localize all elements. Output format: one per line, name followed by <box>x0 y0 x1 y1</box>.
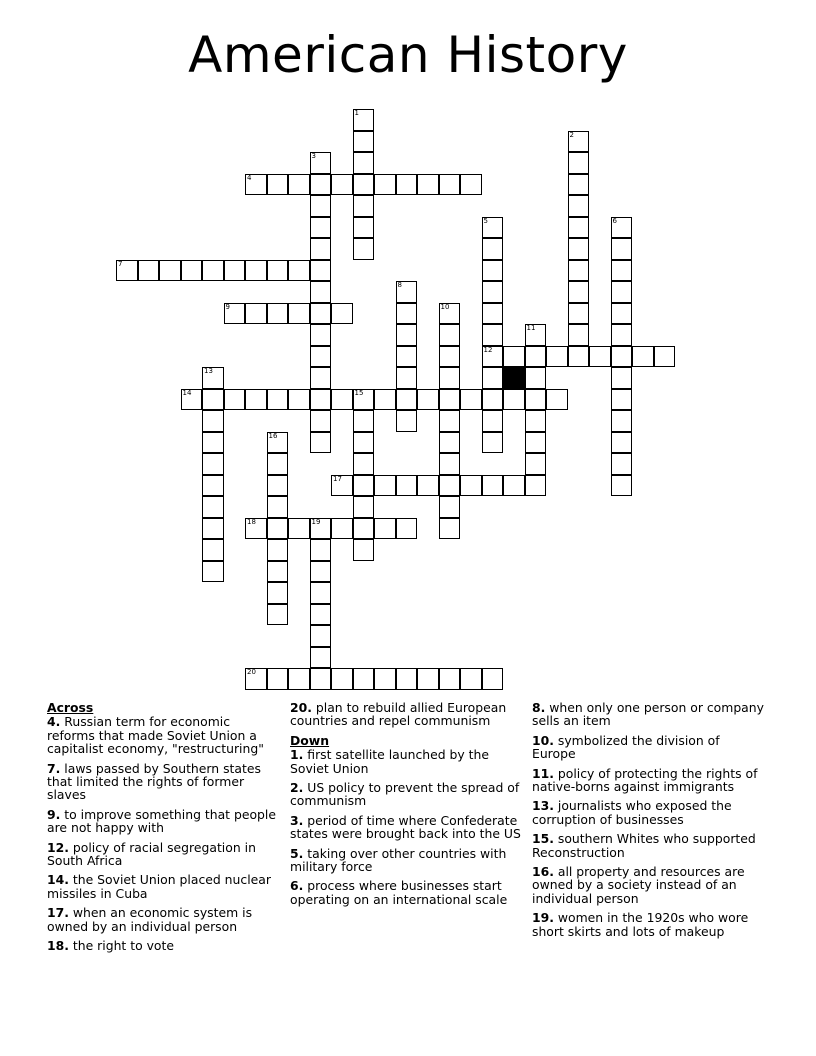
grid-cell[interactable] <box>267 496 289 518</box>
grid-cell[interactable] <box>611 346 633 368</box>
grid-cell[interactable] <box>611 389 633 411</box>
cell-number: 14 <box>182 388 192 397</box>
grid-cell[interactable] <box>482 217 504 239</box>
clue-number: 14. <box>47 872 69 888</box>
across-heading: Across <box>47 700 94 715</box>
grid-cell[interactable] <box>310 152 332 174</box>
grid-cell[interactable] <box>353 152 375 174</box>
grid-cell[interactable] <box>159 260 181 282</box>
grid-cell[interactable] <box>202 539 224 561</box>
grid-cell[interactable] <box>439 174 461 196</box>
grid-cell[interactable] <box>353 131 375 153</box>
down-clue <box>532 767 766 794</box>
grid-cell[interactable] <box>396 303 418 325</box>
down-clue <box>290 781 522 808</box>
across-clue <box>290 701 522 728</box>
clue-text: when an economic system is owned by an individual person <box>47 905 253 934</box>
grid-cell[interactable] <box>568 303 590 325</box>
grid-cell[interactable] <box>396 410 418 432</box>
grid-cell[interactable] <box>267 432 289 454</box>
cell-number: 16 <box>268 431 278 440</box>
clue-number: 6. <box>290 878 304 894</box>
grid-cell[interactable] <box>396 174 418 196</box>
grid-cell[interactable] <box>546 346 568 368</box>
grid-cell[interactable] <box>353 195 375 217</box>
grid-cell[interactable] <box>568 260 590 282</box>
grid-cell[interactable] <box>310 367 332 389</box>
grid-cell[interactable] <box>525 475 547 497</box>
grid-cell[interactable] <box>654 346 676 368</box>
cell-number: 9 <box>225 302 230 311</box>
clue-number: 19. <box>532 910 554 926</box>
grid-cell[interactable] <box>202 410 224 432</box>
grid-cell[interactable] <box>353 539 375 561</box>
grid-cell[interactable] <box>331 518 353 540</box>
grid-cell[interactable] <box>611 303 633 325</box>
grid-cell[interactable] <box>288 389 310 411</box>
grid-cell[interactable] <box>310 561 332 583</box>
grid-cell[interactable] <box>525 346 547 368</box>
down-clue <box>532 799 766 826</box>
clue-number: 16. <box>532 864 554 880</box>
grid-cell[interactable] <box>267 475 289 497</box>
grid-cell[interactable] <box>568 324 590 346</box>
down-clue <box>290 879 522 906</box>
grid-cell[interactable] <box>353 389 375 411</box>
across-clue <box>47 762 279 802</box>
grid-cell[interactable] <box>288 174 310 196</box>
across-clue <box>47 906 279 933</box>
down-clue <box>290 748 522 775</box>
grid-cell[interactable] <box>396 475 418 497</box>
grid-cell[interactable] <box>568 281 590 303</box>
clue-column-2 <box>290 701 522 912</box>
grid-cell[interactable] <box>310 195 332 217</box>
grid-cell[interactable] <box>503 475 525 497</box>
grid-cell[interactable] <box>310 625 332 647</box>
across-clue <box>47 841 279 868</box>
grid-cell[interactable] <box>611 260 633 282</box>
grid-cell[interactable] <box>267 453 289 475</box>
grid-cell[interactable] <box>245 518 267 540</box>
grid-cell[interactable] <box>181 260 203 282</box>
cell-number: 6 <box>612 216 617 225</box>
grid-cell[interactable] <box>439 453 461 475</box>
clue-text: all property and resources are owned by a society instead of an individual person <box>532 864 745 906</box>
grid-cell[interactable] <box>353 109 375 131</box>
across-clue <box>47 873 279 900</box>
grid-cell[interactable] <box>181 389 203 411</box>
grid-cell[interactable] <box>439 367 461 389</box>
cell-number: 17 <box>333 474 342 483</box>
grid-cell[interactable] <box>267 604 289 626</box>
grid-cell[interactable] <box>611 410 633 432</box>
down-clue <box>532 911 766 938</box>
grid-cell[interactable] <box>396 281 418 303</box>
grid-cell[interactable] <box>525 389 547 411</box>
down-clue <box>532 832 766 859</box>
grid-cell[interactable] <box>482 281 504 303</box>
grid-cell[interactable] <box>396 346 418 368</box>
grid-cell[interactable] <box>331 475 353 497</box>
grid-cell[interactable] <box>310 324 332 346</box>
cell-number: 8 <box>397 281 402 289</box>
cell-number: 1 <box>354 109 359 117</box>
grid-cell[interactable] <box>482 475 504 497</box>
grid-cell[interactable] <box>267 303 289 325</box>
grid-cell[interactable] <box>310 346 332 368</box>
grid-cell[interactable] <box>374 174 396 196</box>
grid-cell[interactable] <box>310 518 332 540</box>
clue-text: symbolized the division of Europe <box>532 732 720 762</box>
clue-text: to improve something that people are not happy with <box>47 806 276 836</box>
grid-cell[interactable] <box>331 174 353 196</box>
grid-cell[interactable] <box>202 561 224 583</box>
grid-cell[interactable] <box>267 389 289 411</box>
grid-cell[interactable] <box>568 238 590 260</box>
clue-text: women in the 1920s who wore short skirts and lots of makeup <box>532 910 749 939</box>
grid-cell[interactable] <box>611 475 633 497</box>
clue-number: 12. <box>47 839 69 855</box>
grid-cell[interactable] <box>288 518 310 540</box>
grid-cell[interactable] <box>374 518 396 540</box>
grid-cell[interactable] <box>482 668 504 690</box>
clue-number: 2. <box>290 780 304 796</box>
grid-cell[interactable] <box>267 539 289 561</box>
grid-cell[interactable] <box>482 303 504 325</box>
cell-number: 18 <box>247 517 256 526</box>
grid-cell[interactable] <box>417 174 439 196</box>
clue-text: policy of protecting the rights of native-borns against immigrants <box>532 765 758 795</box>
blocked-cell <box>503 367 525 389</box>
grid-cell[interactable] <box>353 496 375 518</box>
grid-cell[interactable] <box>353 174 375 196</box>
cell-number: 19 <box>311 517 321 526</box>
clue-text: period of time where Confederate states were brought back into the US <box>290 812 521 842</box>
grid-cell[interactable] <box>267 518 289 540</box>
grid-cell[interactable] <box>310 604 332 626</box>
clue-text: southern Whites who supported Reconstruction <box>532 831 756 860</box>
cell-number: 13 <box>204 367 213 375</box>
grid-cell[interactable] <box>460 389 482 411</box>
grid-cell[interactable] <box>245 389 267 411</box>
grid-cell[interactable] <box>568 195 590 217</box>
grid-cell[interactable] <box>525 324 547 346</box>
clue-number: 10. <box>532 732 554 748</box>
grid-cell[interactable] <box>611 217 633 239</box>
grid-cell[interactable] <box>116 260 138 282</box>
grid-cell[interactable] <box>439 518 461 540</box>
grid-cell[interactable] <box>288 260 310 282</box>
grid-cell[interactable] <box>202 453 224 475</box>
clue-text: when only one person or company sells an item <box>532 700 764 729</box>
puzzle-title: American History <box>188 26 628 84</box>
cell-number: 7 <box>118 259 123 268</box>
clue-number: 8. <box>532 700 546 715</box>
grid-cell[interactable] <box>589 346 611 368</box>
clue-text: laws passed by Southern states that limited the rights of former slaves <box>47 760 261 803</box>
clue-column-1 <box>47 701 279 959</box>
grid-cell[interactable] <box>439 389 461 411</box>
grid-cell[interactable] <box>439 303 461 325</box>
grid-cell[interactable] <box>310 432 332 454</box>
grid-cell[interactable] <box>310 668 332 690</box>
grid-cell[interactable] <box>546 389 568 411</box>
down-clue-list <box>290 748 522 906</box>
clue-number: 15. <box>532 831 554 847</box>
grid-cell[interactable] <box>310 303 332 325</box>
grid-cell[interactable] <box>267 561 289 583</box>
grid-cell[interactable] <box>482 389 504 411</box>
grid-cell[interactable] <box>439 496 461 518</box>
grid-cell[interactable] <box>525 453 547 475</box>
grid-cell[interactable] <box>611 281 633 303</box>
clue-number: 3. <box>290 812 304 828</box>
grid-cell[interactable] <box>353 518 375 540</box>
grid-cell[interactable] <box>310 281 332 303</box>
clue-text: policy of racial segregation in South Africa <box>47 839 256 869</box>
down-clue <box>532 865 766 905</box>
grid-cell[interactable] <box>568 131 590 153</box>
grid-cell[interactable] <box>439 668 461 690</box>
down-clue-list-continued <box>532 701 766 938</box>
grid-cell[interactable] <box>503 346 525 368</box>
grid-cell[interactable] <box>353 238 375 260</box>
grid-cell[interactable] <box>374 475 396 497</box>
clue-text: taking over other countries with military force <box>290 845 507 875</box>
grid-cell[interactable] <box>138 260 160 282</box>
cell-number: 10 <box>440 302 450 311</box>
grid-cell[interactable] <box>611 238 633 260</box>
grid-cell[interactable] <box>331 303 353 325</box>
clue-column-3 <box>532 701 766 944</box>
cell-number: 5 <box>483 216 488 225</box>
grid-cell[interactable] <box>224 260 246 282</box>
grid-cell[interactable] <box>460 668 482 690</box>
grid-cell[interactable] <box>439 410 461 432</box>
grid-cell[interactable] <box>396 518 418 540</box>
grid-cell[interactable] <box>245 174 267 196</box>
grid-cell[interactable] <box>288 668 310 690</box>
grid-cell[interactable] <box>202 518 224 540</box>
grid-cell[interactable] <box>331 668 353 690</box>
clue-number: 11. <box>532 765 554 781</box>
grid-cell[interactable] <box>525 432 547 454</box>
grid-cell[interactable] <box>353 475 375 497</box>
grid-cell[interactable] <box>288 303 310 325</box>
grid-cell[interactable] <box>503 389 525 411</box>
grid-cell[interactable] <box>202 496 224 518</box>
grid-cell[interactable] <box>439 475 461 497</box>
grid-cell[interactable] <box>482 238 504 260</box>
clue-number: 17. <box>47 905 69 921</box>
down-clue <box>532 701 766 728</box>
grid-cell[interactable] <box>310 217 332 239</box>
grid-cell[interactable] <box>353 410 375 432</box>
grid-cell[interactable] <box>439 346 461 368</box>
grid-cell[interactable] <box>568 217 590 239</box>
grid-cell[interactable] <box>224 303 246 325</box>
grid-cell[interactable] <box>417 668 439 690</box>
grid-cell[interactable] <box>396 324 418 346</box>
grid-cell[interactable] <box>482 324 504 346</box>
cell-number: 4 <box>247 173 252 182</box>
grid-cell[interactable] <box>310 238 332 260</box>
grid-cell[interactable] <box>632 346 654 368</box>
grid-cell[interactable] <box>482 346 504 368</box>
clue-number: 1. <box>290 747 304 763</box>
grid-cell[interactable] <box>202 389 224 411</box>
cell-number: 20 <box>247 668 256 676</box>
clue-text: first satellite launched by the Soviet Union <box>290 747 490 776</box>
grid-cell[interactable] <box>202 432 224 454</box>
cell-number: 12 <box>483 345 493 354</box>
grid-cell[interactable] <box>568 152 590 174</box>
grid-cell[interactable] <box>396 367 418 389</box>
grid-cell[interactable] <box>611 432 633 454</box>
clue-text: plan to rebuild allied European countries and repel communism <box>290 700 507 729</box>
grid-cell[interactable] <box>202 260 224 282</box>
across-clue <box>47 808 279 835</box>
clue-text: the right to vote <box>68 938 174 954</box>
grid-cell[interactable] <box>310 410 332 432</box>
grid-cell[interactable] <box>374 389 396 411</box>
down-clue <box>290 847 522 874</box>
grid-cell[interactable] <box>353 668 375 690</box>
grid-cell[interactable] <box>310 647 332 669</box>
across-clue <box>47 715 279 755</box>
grid-cell[interactable] <box>353 432 375 454</box>
grid-cell[interactable] <box>460 174 482 196</box>
grid-cell[interactable] <box>396 389 418 411</box>
down-clue <box>532 734 766 761</box>
grid-cell[interactable] <box>482 260 504 282</box>
grid-cell[interactable] <box>611 453 633 475</box>
across-clue-list-continued <box>290 701 522 728</box>
clue-number: 13. <box>532 798 554 814</box>
clue-text: Russian term for economic reforms that made Soviet Union a capitalist economy, "restructuring" <box>47 714 264 757</box>
clue-number: 18. <box>47 938 69 954</box>
grid-cell[interactable] <box>417 389 439 411</box>
cell-number: 11 <box>526 324 536 332</box>
down-heading: Down <box>290 732 330 748</box>
grid-cell[interactable] <box>310 539 332 561</box>
grid-cell[interactable] <box>525 367 547 389</box>
grid-cell[interactable] <box>310 582 332 604</box>
grid-cell[interactable] <box>245 668 267 690</box>
grid-cell[interactable] <box>568 346 590 368</box>
grid-cell[interactable] <box>374 668 396 690</box>
grid-cell[interactable] <box>267 174 289 196</box>
grid-cell[interactable] <box>568 174 590 196</box>
grid-cell[interactable] <box>482 367 504 389</box>
cell-number: 2 <box>569 130 574 139</box>
across-clue-list <box>47 715 279 952</box>
grid-cell[interactable] <box>245 260 267 282</box>
grid-cell[interactable] <box>267 668 289 690</box>
clue-text: US policy to prevent the spread of communism <box>290 780 520 809</box>
grid-cell[interactable] <box>439 432 461 454</box>
grid-cell[interactable] <box>331 389 353 411</box>
grid-cell[interactable] <box>417 475 439 497</box>
grid-cell[interactable] <box>611 367 633 389</box>
clue-text: the Soviet Union placed nuclear missiles in Cuba <box>47 872 271 901</box>
grid-cell[interactable] <box>267 582 289 604</box>
grid-cell[interactable] <box>482 432 504 454</box>
grid-cell[interactable] <box>353 217 375 239</box>
grid-cell[interactable] <box>310 260 332 282</box>
down-clue <box>290 814 522 841</box>
clue-number: 20. <box>290 700 312 715</box>
grid-cell[interactable] <box>267 260 289 282</box>
cell-number: 3 <box>311 152 316 160</box>
grid-cell[interactable] <box>245 303 267 325</box>
clue-number: 5. <box>290 845 304 861</box>
cell-number: 15 <box>354 388 364 397</box>
clue-number: 9. <box>47 806 61 822</box>
grid-cell[interactable] <box>353 453 375 475</box>
grid-cell[interactable] <box>460 475 482 497</box>
clue-number: 7. <box>47 760 61 776</box>
across-clue <box>47 939 279 952</box>
grid-cell[interactable] <box>482 410 504 432</box>
clue-number: 4. <box>47 714 61 730</box>
grid-cell[interactable] <box>439 324 461 346</box>
grid-cell[interactable] <box>310 389 332 411</box>
grid-cell[interactable] <box>525 410 547 432</box>
grid-cell[interactable] <box>202 367 224 389</box>
clue-text: journalists who exposed the corruption of businesses <box>532 798 732 827</box>
grid-cell[interactable] <box>396 668 418 690</box>
grid-cell[interactable] <box>310 174 332 196</box>
grid-cell[interactable] <box>224 389 246 411</box>
clue-text: process where businesses start operating on an international scale <box>290 878 508 907</box>
grid-cell[interactable] <box>611 324 633 346</box>
grid-cell[interactable] <box>202 475 224 497</box>
